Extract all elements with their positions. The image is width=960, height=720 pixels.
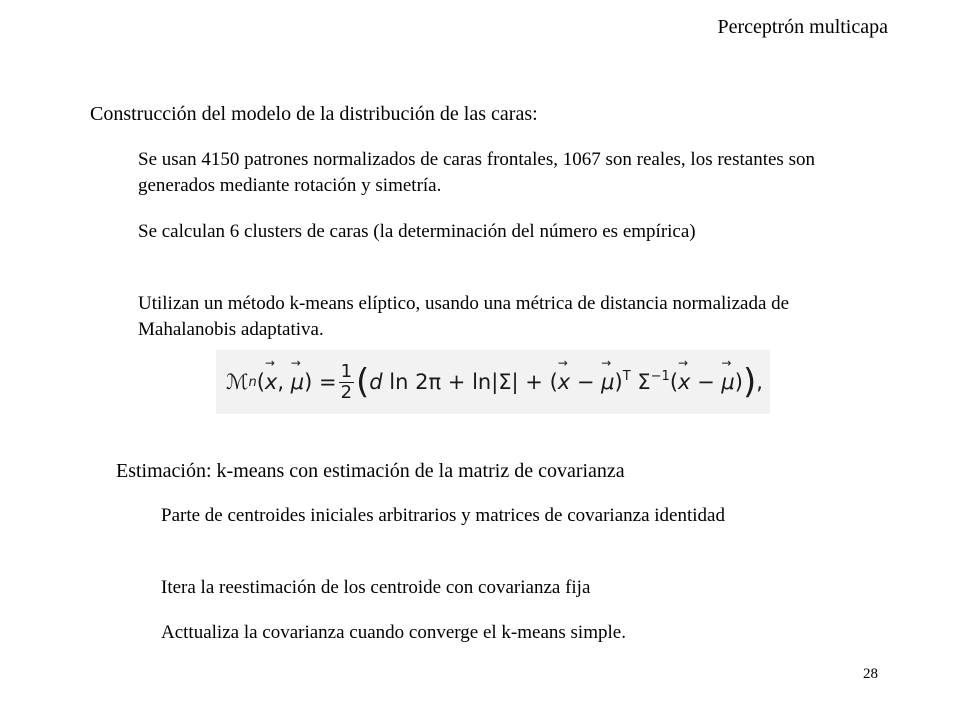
formula-lhs-subscript: n	[248, 374, 257, 390]
formula-body: d ln 2π + ln|Σ| + (→ x − → μ)	[369, 370, 622, 394]
formula-fraction-denominator: 2	[340, 381, 353, 403]
list-item: Utilizan un método k-means elíptico, usando una métrica de distancia normalizada de Mahalanobis adaptativa.	[138, 293, 790, 340]
formula-sigma: Σ	[630, 370, 651, 394]
list-item: Parte de centroides iniciales arbitrarios y matrices de covarianza identidad	[161, 505, 725, 526]
mahalanobis-formula: ℳ n (→ x, → μ) = $\frac{1}{2}$ ( d ln 2π + ln|Σ| + (→ x − → μ) $^T$ Σ $^{-1}$ (→ x − → μ) ) ,	[216, 350, 770, 414]
list-item: Se calculan 6 clusters de caras (la determinación del número es empírica)	[138, 221, 696, 242]
list-item: Itera la reestimación de los centroide con covarianza fija	[161, 577, 591, 598]
formula-fraction	[339, 362, 354, 403]
list-item: Se usan 4150 patrones normalizados de caras frontales, 1067 son reales, los restantes son generados mediante rotación y simetría.	[138, 149, 815, 196]
formula-lhs-symbol: ℳ	[226, 370, 249, 394]
slide-title: Perceptrón multicapa	[717, 16, 888, 38]
section-heading-estimation: Estimación: k-means con estimación de la matriz de covarianza	[116, 460, 625, 482]
formula-lhs-args: (→ x, → μ) =	[257, 370, 337, 394]
section-heading-model: Construcción del modelo de la distribución de las caras:	[90, 103, 538, 125]
page-number: 28	[863, 666, 878, 682]
formula-transpose: T	[622, 368, 631, 384]
formula-fraction-numerator: 1	[340, 360, 353, 382]
formula-body-tail: (→ x − → μ)	[670, 370, 743, 394]
formula-inverse: −1	[650, 368, 670, 384]
list-item: Acttualiza la covarianza cuando converge el k-means simple.	[161, 622, 626, 643]
